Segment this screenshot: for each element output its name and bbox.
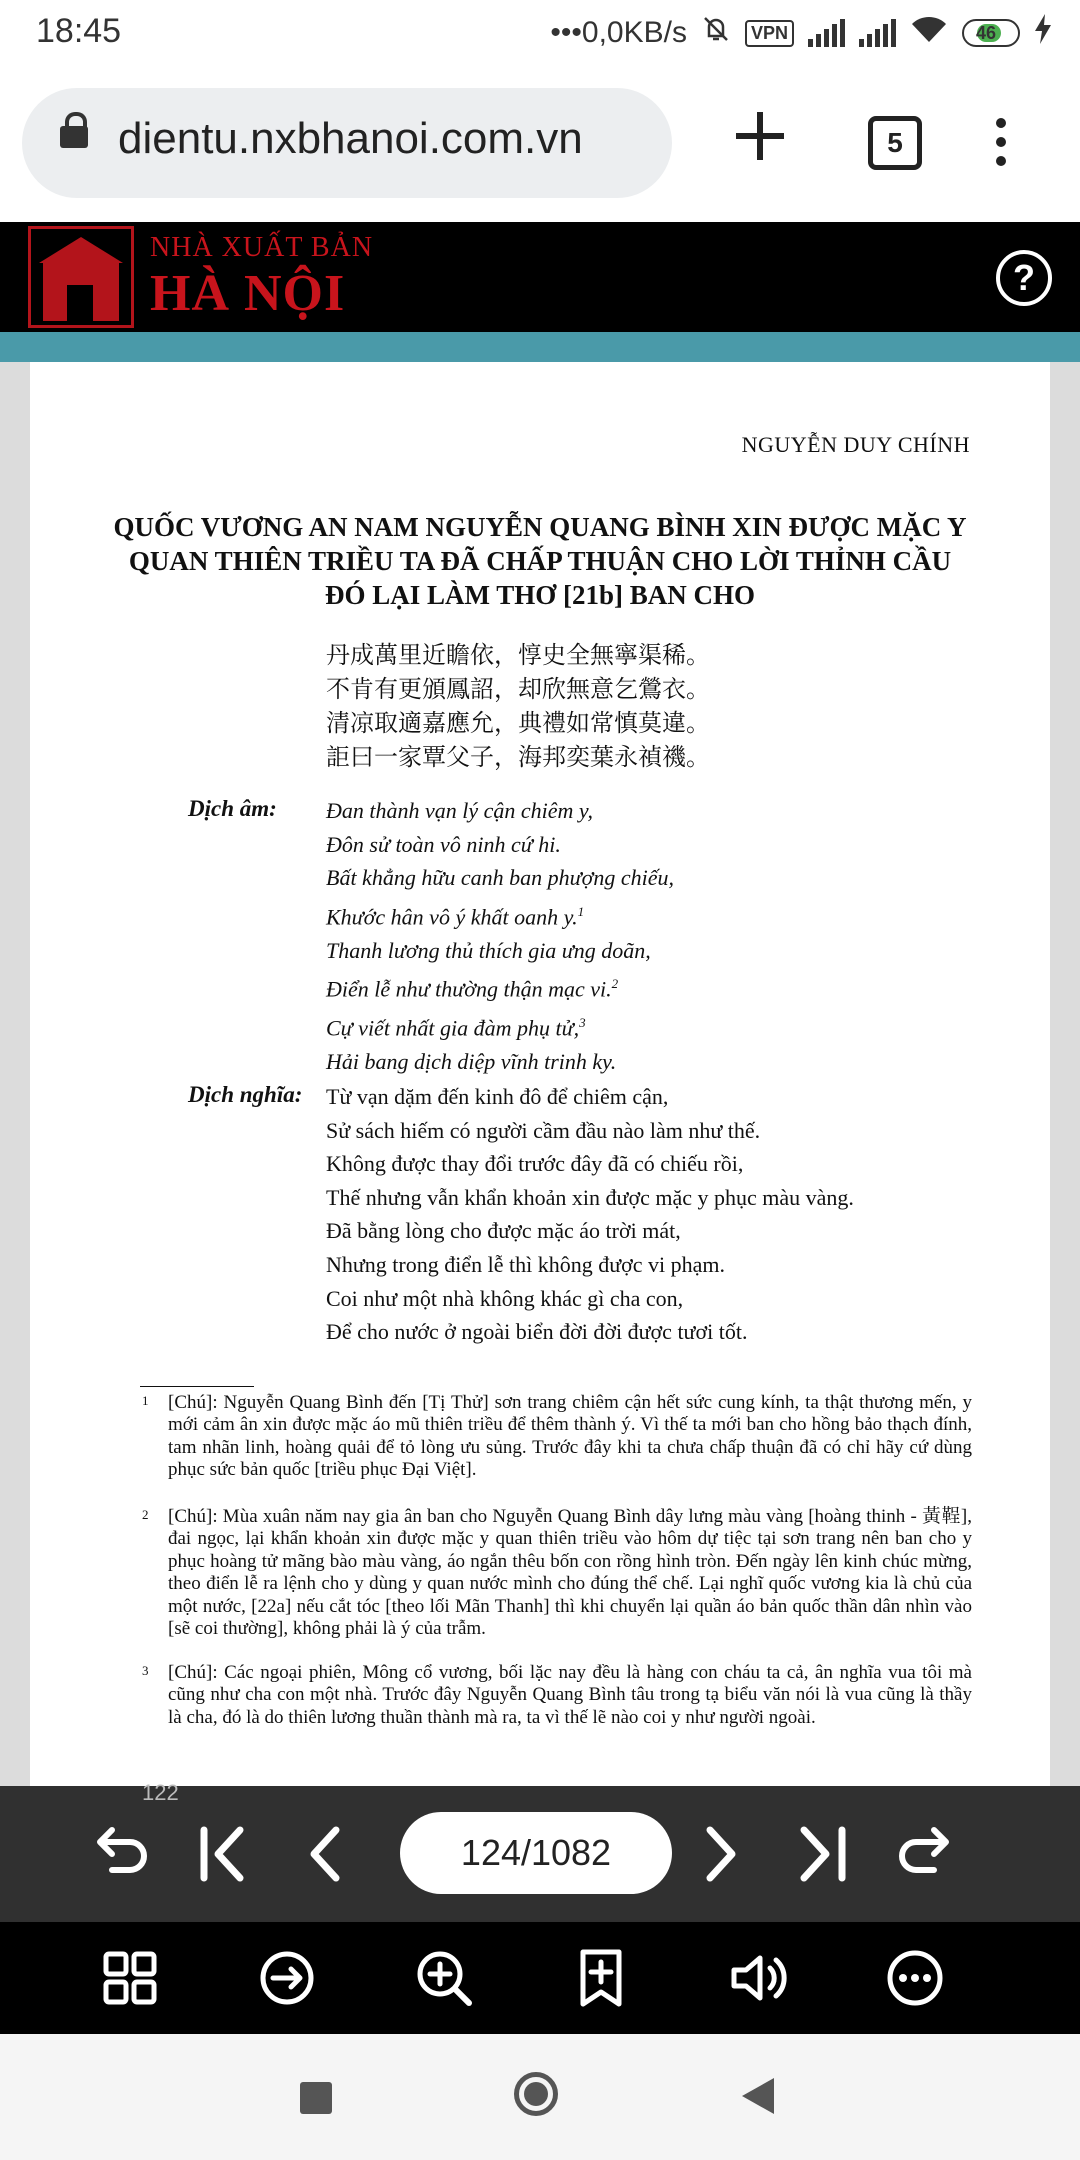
home-icon[interactable] bbox=[514, 2072, 558, 2116]
last-page-icon[interactable] bbox=[788, 1820, 856, 1888]
tab-switcher-button[interactable]: 5 bbox=[868, 116, 922, 170]
poem-title: QUỐC VƯƠNG AN NAM NGUYỄN QUANG BÌNH XIN ĐƯỢC MẶC Y QUAN THIÊN TRIỀU TA ĐÃ CHẤP THUẬN CHO LỜI THỈNH CẦU ĐÓ LẠI LÀM THƠ [21b] BAN CHO bbox=[113, 512, 967, 610]
dich-nghia-label: Dịch nghĩa: bbox=[188, 1082, 303, 1107]
status-bar bbox=[0, 0, 1080, 66]
verse-line: Thanh lương thủ thích gia ưng doãn, bbox=[326, 937, 651, 963]
verse-line: Khước hân vô ý khất oanh y.$^1$ bbox=[326, 903, 585, 930]
signal-icon-2 bbox=[859, 19, 896, 47]
verse-line: Để cho nước ở ngoài biển đời đời được tươi tốt. bbox=[326, 1319, 748, 1345]
status-time: 18:45 bbox=[36, 12, 122, 50]
verse-line: Thế nhưng vẫn khẩn khoản xin được mặc y phục màu vàng. bbox=[326, 1184, 854, 1210]
address-bar[interactable] bbox=[22, 88, 672, 198]
undo-icon[interactable] bbox=[88, 1820, 156, 1888]
network-speed: •••0,0KB/s bbox=[550, 16, 687, 49]
verse-line: Bất khẳng hữu canh ban phượng chiếu, bbox=[326, 865, 674, 891]
book-viewer[interactable] bbox=[0, 362, 1080, 1786]
verse-line: Hải bang dịch diệp vĩnh trinh ky. bbox=[326, 1049, 617, 1075]
first-page-icon[interactable] bbox=[190, 1820, 258, 1888]
chinese-line: 丹成萬里近瞻依，惇史全無寧渠稀。 bbox=[326, 641, 710, 669]
battery-level: 46 bbox=[976, 22, 997, 43]
header-accent-bar bbox=[0, 332, 1080, 362]
page-number: 122 bbox=[142, 1780, 179, 1805]
previous-page-icon[interactable] bbox=[292, 1820, 360, 1888]
publisher-line1: NHÀ XUẤT BẢN bbox=[150, 232, 374, 263]
speaker-icon[interactable] bbox=[728, 1948, 788, 2008]
recents-icon[interactable] bbox=[300, 2082, 332, 2114]
more-menu-icon[interactable] bbox=[996, 118, 1006, 175]
publisher-header bbox=[0, 222, 1080, 332]
verse-line: Nhưng trong điển lễ thì không được vi phạm. bbox=[326, 1251, 726, 1277]
status-icons bbox=[550, 14, 1052, 52]
dich-am-block bbox=[326, 794, 674, 1079]
running-header-author: NGUYỄN DUY CHÍNH bbox=[741, 432, 970, 457]
next-page-icon[interactable] bbox=[686, 1820, 754, 1888]
page-navigation-bar bbox=[0, 1780, 1080, 1922]
mute-bell-icon bbox=[701, 14, 731, 52]
signal-icon-1 bbox=[808, 19, 845, 47]
chinese-poem bbox=[326, 638, 710, 774]
url-text[interactable]: dientu.nxbhanoi.com.vn bbox=[118, 114, 583, 163]
verse-line: Cự viết nhất gia đàm phụ tử,$^3$ bbox=[326, 1015, 586, 1041]
redo-icon[interactable] bbox=[890, 1820, 958, 1888]
zoom-in-icon[interactable] bbox=[414, 1948, 474, 2008]
verse-line: Đã bằng lòng cho được mặc áo trời mát, bbox=[326, 1218, 681, 1244]
back-icon[interactable] bbox=[742, 2078, 774, 2114]
footnote bbox=[142, 1662, 972, 1729]
book-page bbox=[30, 362, 1050, 1786]
footnote bbox=[142, 1392, 972, 1482]
go-to-page-icon[interactable] bbox=[257, 1948, 317, 2008]
footnote-ref[interactable]: 1 bbox=[577, 903, 585, 919]
chinese-line: 詎曰一家覃父子，海邦奕葉永禎禨。 bbox=[326, 743, 710, 771]
footnote-number: 1 bbox=[142, 1393, 149, 1408]
verse-line: Đôn sử toàn vô ninh cứ hi. bbox=[326, 831, 561, 857]
verse-line: Không được thay đổi trước đây đã có chiếu rồi, bbox=[326, 1151, 744, 1177]
lock-icon bbox=[60, 126, 88, 148]
dich-am-label: Dịch âm: bbox=[188, 796, 277, 821]
charging-icon bbox=[1034, 14, 1052, 52]
footnote-text: [Chú]: Mùa xuân năm nay gia ân ban cho Nguyễn Quang Bình dây lưng màu vàng [hoàng thinh - 黃鞓], đai ngọc, lại khẩn khoản xin được mặc y quan thiên triều vào hôm dự tiệc tại sơn trang nên ban cho y phục hoàng tử mãng bào màu vàng, áo ngắn thêu bốn con rồng hình tròn. Đến ngày lên kinh chúc mừng, theo điển lễ ra lệnh cho y dùng y quan nước mình cho đúng thể chế. Lại nghĩ quốc vương kia là chủ của một nước, [22a] nếu cắt tóc [theo lối Mãn Thanh] thì khi chuyển lại quần áo bản quốc thần dân nhìn vào [sẽ coi thường], không phải là ý của trẫm. bbox=[168, 1506, 972, 1640]
footnote-text: [Chú]: Nguyễn Quang Bình đến [Tị Thử] sơn trang chiêm cận hết sức cung kính, ta thật thương mến, y mới cảm ân xin được mặc áo mũ thiên triều để thêm thành ý. Vì thế ta mới ban cho hồng bảo thạch đính, tam nhãn linh, hoàng quải để tỏ lòng ưu sủng. Trước đây khi ta chưa chấp thuận đã có chỉ hãy cứ dùng phục sức bản quốc [triều phục Đại Việt]. bbox=[168, 1392, 972, 1481]
page-indicator[interactable]: 124/1082 bbox=[400, 1812, 672, 1894]
publisher-logo-icon[interactable] bbox=[28, 226, 134, 328]
help-button[interactable]: ? bbox=[996, 250, 1052, 306]
footnote-number: 3 bbox=[142, 1663, 149, 1678]
system-navigation-bar bbox=[0, 2034, 1080, 2160]
bookmark-add-icon[interactable] bbox=[571, 1948, 631, 2008]
footnote-text: [Chú]: Các ngoại phiên, Mông cổ vương, bối lặc nay đều là hàng con cháu ta cả, ân nghĩa vua tôi mà cũng như cha con một nhà. Trước đây Nguyễn Quang Bình tâu trong tạ biểu văn nói là vua cũng là thầy là cha, đó là do thiên lương thuần thành mà ra, ta vì thế lẽ nào coi y như người ngoài. bbox=[168, 1662, 972, 1728]
battery-icon bbox=[962, 19, 1020, 47]
footnote-ref[interactable]: 3 bbox=[579, 1015, 586, 1031]
publisher-line2: HÀ NỘI bbox=[150, 265, 346, 322]
footnote-number: 2 bbox=[142, 1507, 149, 1522]
new-tab-icon[interactable] bbox=[736, 112, 784, 160]
vpn-badge: VPN bbox=[745, 20, 794, 47]
footnote bbox=[142, 1506, 972, 1640]
more-options-icon[interactable] bbox=[885, 1948, 945, 2008]
footnote-ref[interactable]: 2 bbox=[611, 976, 619, 992]
verse-line: Đan thành vạn lý cận chiêm y, bbox=[326, 798, 593, 823]
verse-line: Điển lễ như thường thận mạc vi.$^2$ bbox=[326, 976, 619, 1002]
verse-line: Coi như một nhà không khác gì cha con, bbox=[326, 1285, 684, 1311]
chinese-line: 不肯有更頒鳳詔，却欣無意乞鶯衣。 bbox=[326, 675, 710, 703]
chinese-line: 清凉取適嘉應允，典禮如常慎莫違。 bbox=[326, 709, 710, 737]
browser-toolbar bbox=[0, 66, 1080, 222]
footnote-divider bbox=[140, 1386, 254, 1387]
verse-line: Sử sách hiếm có người cầm đầu nào làm như thế. bbox=[326, 1117, 761, 1143]
reader-toolbar bbox=[0, 1922, 1080, 2034]
verse-line: Từ vạn dặm đến kinh đô để chiêm cận, bbox=[326, 1084, 669, 1109]
grid-view-icon[interactable] bbox=[100, 1948, 160, 2008]
dich-nghia-block bbox=[326, 1080, 854, 1349]
wifi-icon bbox=[910, 14, 948, 52]
